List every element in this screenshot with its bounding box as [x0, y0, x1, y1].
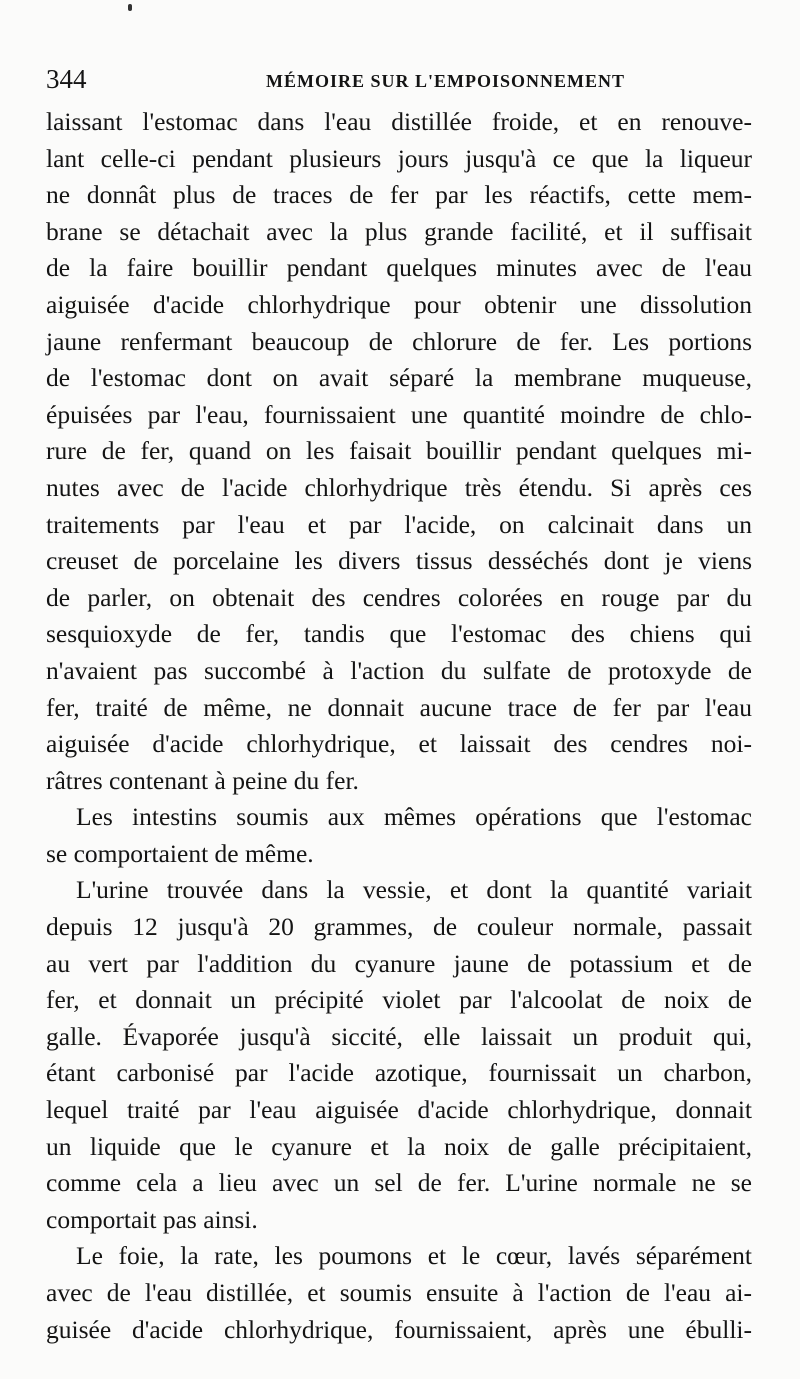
text-line: épuisées par l'eau, fournissaient une quantité moindre de chlo- [46, 399, 752, 429]
text-line: nutes avec de l'acide chlorhydrique très étendu. Si après ces [46, 472, 752, 502]
text-line: aiguisée d'acide chlorhydrique, et laissait des cendres noi- [46, 729, 752, 759]
text-line: lequel traité par l'eau aiguisée d'acide chlorhydrique, donnait [46, 1095, 752, 1125]
text-line: de la faire bouillir pendant quelques minutes avec de l'eau [46, 253, 752, 283]
text-line: guisée d'acide chlorhydrique, fournissaient, après une ébulli- [46, 1314, 752, 1344]
text-line: ne donnât plus de traces de fer par les réactifs, cette mem- [46, 180, 752, 210]
text-line: sesquioxyde de fer, tandis que l'estomac des chiens qui [46, 619, 752, 649]
text-line: un liquide que le cyanure et la noix de galle précipitaient, [46, 1131, 752, 1161]
paragraph-start-line: Les intestins soumis aux mêmes opérations que l'estomac [76, 802, 752, 832]
paragraph-start-line: Le foie, la rate, les poumons et le cœur, lavés séparément [76, 1241, 752, 1271]
text-line: au vert par l'addition du cyanure jaune de potassium et de [46, 948, 752, 978]
running-head: MÉMOIRE SUR L'EMPOISONNEMENT [266, 71, 626, 91]
text-line: lant celle-ci pendant plusieurs jours jusqu'à ce que la liqueur [46, 143, 752, 173]
text-line: depuis 12 jusqu'à 20 grammes, de couleur normale, passait [46, 912, 752, 942]
text-line: traitements par l'eau et par l'acide, on calcinait dans un [46, 509, 752, 539]
text-line: jaune renfermant beaucoup de chlorure de fer. Les portions [46, 326, 752, 356]
body-text [46, 104, 752, 1348]
text-line: n'avaient pas succombé à l'action du sulfate de protoxyde de [46, 655, 752, 685]
text-line: étant carbonisé par l'acide azotique, fournissait un charbon, [46, 1058, 752, 1088]
page-number: 344 [46, 64, 87, 94]
text-line: laissant l'estomac dans l'eau distillée froide, et en renouve- [46, 107, 752, 136]
text-line: brane se détachait avec la plus grande facilité, et il suffisait [46, 216, 752, 246]
text-line: fer, traité de même, ne donnait aucune trace de fer par l'eau [46, 692, 752, 722]
text-line: creuset de porcelaine les divers tissus desséchés dont je viens [46, 546, 752, 576]
paragraph-end-line: se comportaient de même. [46, 838, 314, 868]
page-header [46, 62, 756, 96]
text-line: de parler, on obtenait des cendres colorées en rouge par du [46, 582, 752, 612]
text-line: de l'estomac dont on avait séparé la membrane muqueuse, [46, 363, 752, 393]
text-line: galle. Évaporée jusqu'à siccité, elle laissait un produit qui, [46, 1021, 752, 1051]
text-line: comme cela a lieu avec un sel de fer. L'urine normale ne se [46, 1168, 752, 1198]
text-line: avec de l'eau distillée, et soumis ensuite à l'action de l'eau ai- [46, 1278, 752, 1307]
text-line: aiguisée d'acide chlorhydrique pour obtenir une dissolution [46, 289, 752, 319]
text-line: fer, et donnait un précipité violet par l'alcoolat de noix de [46, 985, 752, 1015]
ink-speck [128, 4, 132, 11]
paragraph-start-line: L'urine trouvée dans la vessie, et dont la quantité variait [76, 875, 752, 905]
paragraph-end-line: râtres contenant à peine du fer. [46, 765, 359, 795]
text-line: rure de fer, quand on les faisait bouillir pendant quelques mi- [46, 436, 752, 466]
paragraph-end-line: comportait pas ainsi. [46, 1204, 258, 1234]
